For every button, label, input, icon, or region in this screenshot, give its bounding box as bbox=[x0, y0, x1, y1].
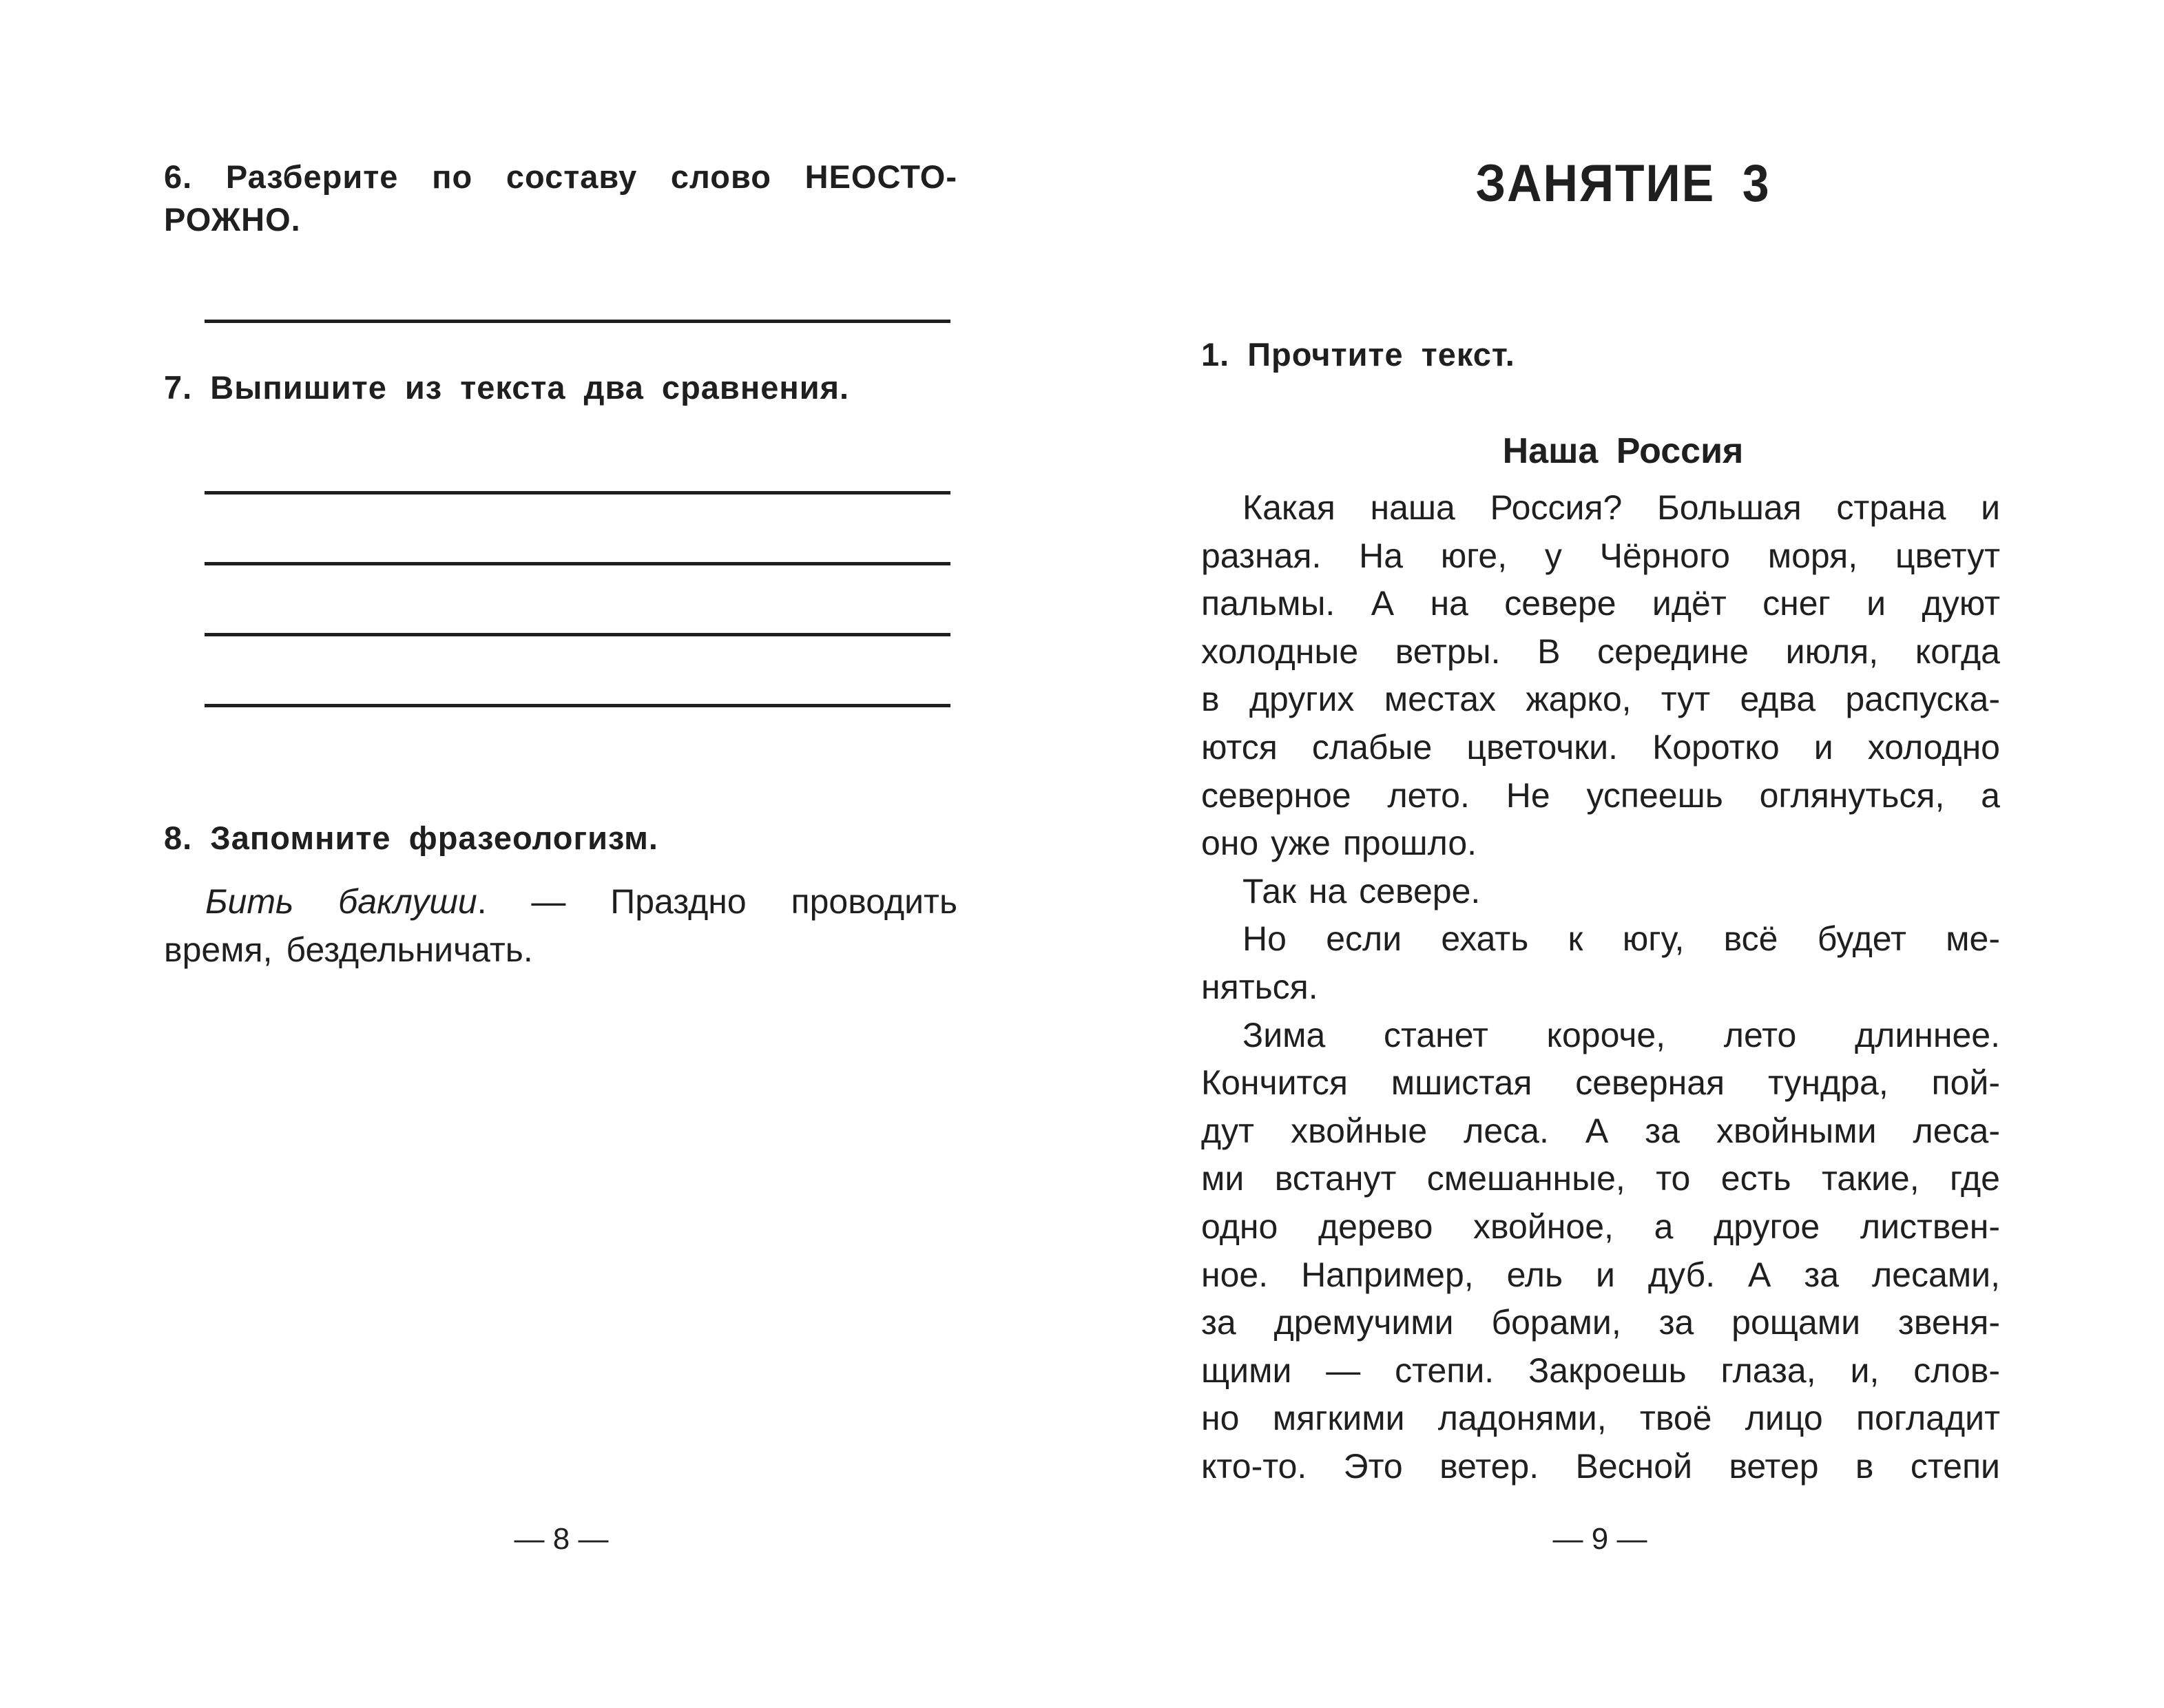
text-line: щими — степи. Закроешь глаза, и, слов- bbox=[1201, 1351, 2000, 1390]
answer-line-task-7-4[interactable] bbox=[205, 704, 950, 707]
reading-text bbox=[1201, 484, 2000, 1490]
text-line: ное. Например, ель и дуб. А за лесами, bbox=[1201, 1255, 2000, 1294]
answer-line-task-6[interactable] bbox=[205, 320, 950, 323]
text-line: Так на севере. bbox=[1242, 871, 1481, 910]
right-page bbox=[1082, 0, 2164, 1708]
text-line: ми встанут смешанные, то есть такие, где bbox=[1201, 1159, 2000, 1198]
text-line: одно дерево хвойное, а другое листвен- bbox=[1201, 1207, 2000, 1246]
task-6 bbox=[164, 156, 957, 241]
text-line: дут хвойные леса. А за хвойными леса- bbox=[1201, 1111, 2000, 1150]
text-line: разная. На юге, у Чёрного моря, цветут bbox=[1201, 536, 2000, 575]
idiom-phrase: Бить баклуши bbox=[205, 882, 477, 921]
text-title: Наша Россия bbox=[1502, 431, 1744, 471]
text-line: но мягкими ладонями, твоё лицо погладит bbox=[1201, 1399, 2000, 1438]
text-line: кто-то. Это ветер. Весной ветер в степи bbox=[1201, 1446, 2000, 1486]
text-line: Кончится мшистая северная тундра, пой- bbox=[1201, 1063, 2000, 1103]
page-number-right: — 9 — bbox=[1552, 1522, 1647, 1556]
answer-line-task-7-3[interactable] bbox=[205, 633, 950, 636]
text-line: Зима станет короче, лето длиннее. bbox=[1242, 1015, 2000, 1054]
idiom-line-1 bbox=[164, 878, 957, 926]
text-line: Какая наша Россия? Большая страна и bbox=[1242, 488, 2000, 527]
text-line: оно уже прошло. bbox=[1201, 824, 1477, 863]
text-line: ются слабые цветочки. Коротко и холодно bbox=[1201, 727, 2000, 767]
task-1: 1. Прочтите текст. bbox=[1201, 336, 1515, 373]
idiom-definition bbox=[164, 878, 957, 974]
text-line: пальмы. А на севере идёт снег и дуют bbox=[1201, 584, 2000, 623]
answer-line-task-7-2[interactable] bbox=[205, 562, 950, 565]
lesson-title: ЗАНЯТИЕ 3 bbox=[1475, 154, 1771, 213]
text-line: северное лето. Не успеешь оглянуться, а bbox=[1201, 775, 2000, 815]
task-6-line-1: 6. Разберите по составу слово НЕОСТО- bbox=[164, 158, 957, 195]
task-8: 8. Запомните фразеологизм. bbox=[164, 820, 658, 856]
idiom-line-2: время, бездельничать. bbox=[164, 930, 533, 969]
task-7: 7. Выпишите из текста два сравнения. bbox=[164, 369, 850, 406]
text-line: Но если ехать к югу, всё будет ме- bbox=[1242, 919, 2000, 959]
answer-line-task-7-1[interactable] bbox=[205, 491, 950, 494]
text-line: холодные ветры. В середине июля, когда bbox=[1201, 632, 2000, 671]
text-line: в других местах жарко, тут едва распуска- bbox=[1201, 680, 2000, 719]
page-number-left: — 8 — bbox=[514, 1522, 609, 1556]
idiom-meaning-start: . — Праздно проводить bbox=[477, 882, 957, 921]
text-line: няться. bbox=[1201, 967, 1318, 1006]
task-6-line-2: РОЖНО. bbox=[164, 201, 301, 238]
text-line: за дремучими борами, за рощами звеня- bbox=[1201, 1303, 2000, 1342]
